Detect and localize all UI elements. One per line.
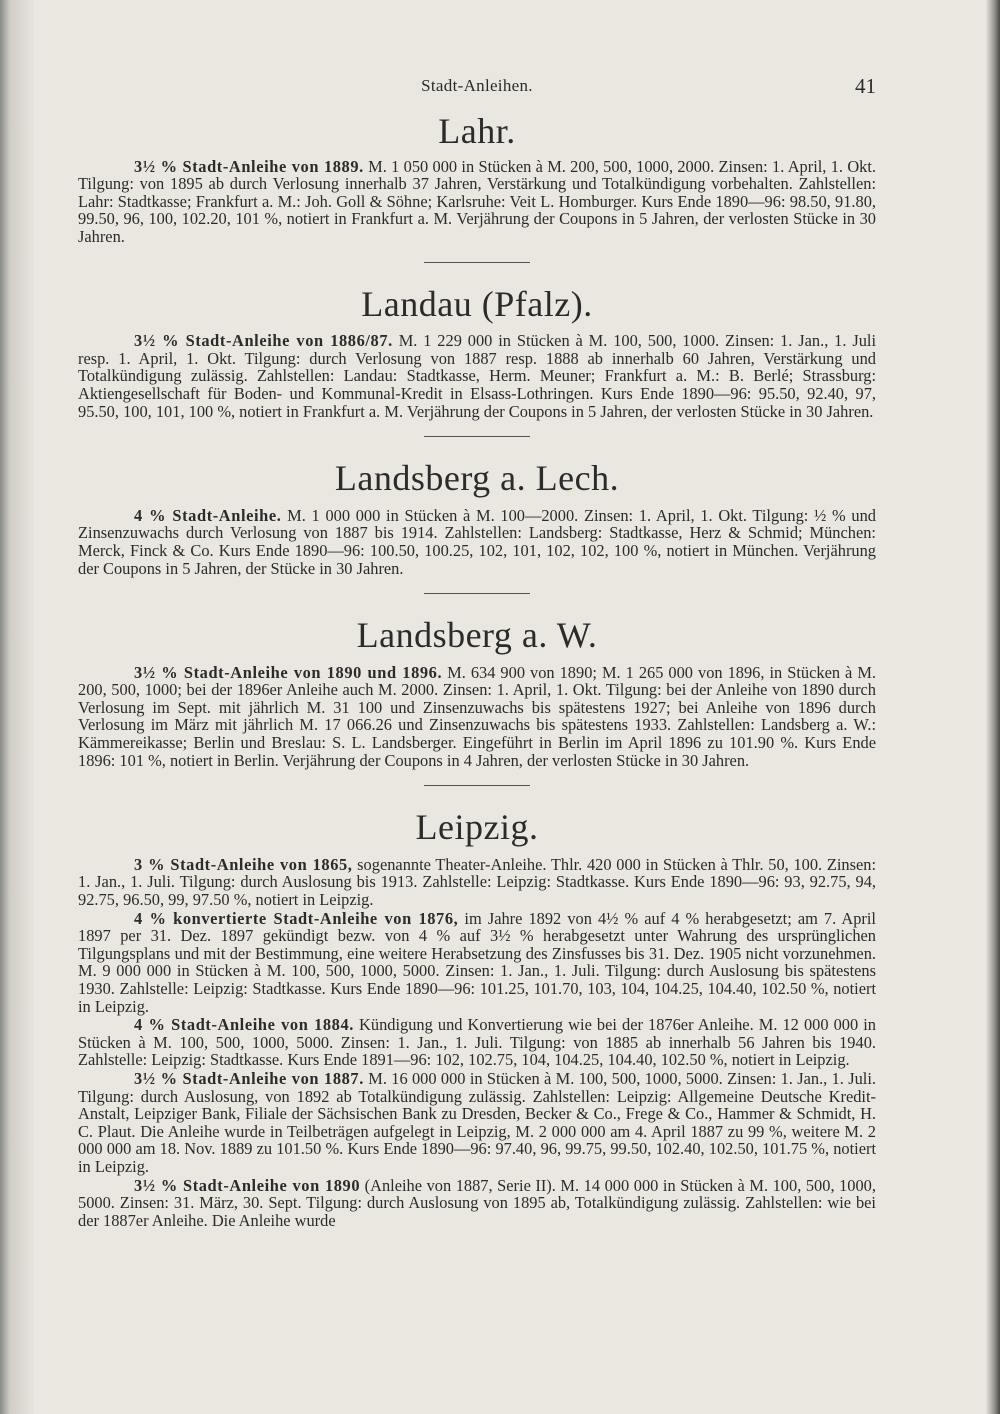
city-heading: Landsberg a. W. <box>356 615 598 656</box>
loan-title: 4 % Stadt-Anleihe von 1884. <box>134 1015 354 1035</box>
city-heading: Lahr. <box>438 111 516 151</box>
loan-entry <box>78 664 876 770</box>
loan-entry <box>78 856 876 909</box>
loan-title: 4 % konvertierte Stadt-Anleihe von 1876, <box>134 908 459 928</box>
loan-text: M. 16 000 000 in Stücken à M. 100, 500, 1000, 5000. Zinsen: 1. Jan., 1. Juli. Tilgung: durch Auslosung, von 1892 ab Totalkündigung zulässig. Zahlstellen: Leipzig: Allgemeine Deutsche Kredit-Anstalt, Leipziger Bank, Filiale der Sächsischen Bank zu Dresden, Becker & Co., Frege & Co., Hammer & Schmidt, H. C. Plaut. Die Anleihe wurde in Teilbeträgen aufgelegt in Leipzig, M. 2 000 000 am 4. April 1887 zu 99 %, weitere M. 2 000 000 am 18. Nov. 1889 zu 101.50 %. Kurs Ende 1890—96: 97.40, 96, 99.75, 99.50, 102.40, 102.50, 101.75 %, notiert in Leipzig. <box>78 1068 876 1176</box>
running-head <box>78 72 876 106</box>
page-number: 41 <box>855 74 876 98</box>
section-leipzig <box>78 808 876 1229</box>
loan-title: 3½ % Stadt-Anleihe von 1890 und 1896. <box>134 662 443 682</box>
section-divider <box>424 593 530 594</box>
loan-title: 3½ % Stadt-Anleihe von 1886/87. <box>134 331 393 351</box>
loan-title: 3 % Stadt-Anleihe von 1865, <box>134 854 353 874</box>
running-title: Stadt-Anleihen. <box>421 76 533 95</box>
section-divider <box>424 785 530 786</box>
city-heading: Landau (Pfalz). <box>361 283 593 324</box>
loan-title: 3½ % Stadt-Anleihe von 1890 <box>134 1175 361 1195</box>
section-divider <box>424 262 530 263</box>
loan-text: M. 1 000 000 in Stücken à M. 100—2000. Zinsen: 1. April, 1. Okt. Tilgung: ½ % und Zinsenzuwachs durch Verlosung von 1887 bis 1914. Zahlstellen: Landsberg: Stadtkasse, Herz & Schmid; München: Merck, Finck & Co. Kurs Ende 1890—96: 100.50, 100.25, 102, 101, 102, 102, 100 %, notiert in München. Verjährung der Coupons in 5 Jahren, der Stücke in 30 Jahren. <box>78 505 876 578</box>
loan-entry <box>78 507 876 577</box>
page <box>78 72 876 1230</box>
loan-entry <box>78 1177 876 1230</box>
loan-entry <box>78 1016 876 1069</box>
section-landau <box>78 285 876 438</box>
loan-text: M. 1 229 000 in Stücken à M. 100, 500, 1000. Zinsen: 1. Jan., 1. Juli resp. 1. April, 1. Okt. Tilgung: durch Verlosung von 1887 resp. 1888 ab innerhalb 60 Jahren, Verstärkung und Totalkündigung zulässig. Zahlstellen: Landau: Stadtkasse, Herm. Meuner; Frankfurt a. M.: B. Berlé; Strassburg: Aktiengesellschaft für Boden- und Kommunal-Kredit in Elsass-Lothringen. Kurs Ende 1890—96: 95.50, 92.40, 97, 95.50, 100, 101, 100 %, notiert in Frankfurt a. M. Verjährung der Coupons in 5 Jahren, der verlosten Stücke in 30 Jahren. <box>78 331 877 421</box>
loan-title: 4 % Stadt-Anleihe. <box>134 505 282 525</box>
loan-title: 3½ % Stadt-Anleihe von 1887. <box>134 1068 364 1088</box>
section-divider <box>424 436 530 437</box>
city-heading: Landsberg a. Lech. <box>334 458 620 499</box>
loan-entry <box>78 332 876 420</box>
loan-text: (Anleihe von 1887, Serie II). M. 14 000 000 in Stücken à M. 100, 500, 1000, 5000. Zinsen: 31. März, 30. Sept. Tilgung: durch Auslosung von 1895 ab, Totalkündigung zulässig. Zahlstellen: wie bei der 1887er Anleihe. Die Anleihe wurde <box>78 1175 876 1230</box>
loan-text: sogenannte Theater-Anleihe. Thlr. 420 000 in Stücken à Thlr. 50, 100. Zinsen: 1. Jan., 1. Juli. Tilgung: durch Auslosung bis 1913. Zahlstelle: Leipzig: Stadtkasse. Kurs Ende 1890—96: 93, 92.75, 94, 92.75, 96.50, 99, 97.50 %, notiert in Leipzig. <box>78 854 876 910</box>
loan-text: M. 634 900 von 1890; M. 1 265 000 von 1896, in Stücken à M. 200, 500, 1000; bei der 1896er Anleihe auch M. 2000. Zinsen: 1. April, 1. Okt. Tilgung: bei der Anleihe von 1890 durch Verlosung im Sept. mit jährlich M. 31 100 und Zinsenzuwachs bis spätestens 1927; bei Anleihe von 1896 durch Verlosung im März mit jährlich M. 17 066.26 und Zinsenzuwachs bis spätestens 1933. Zahlstellen: Landsberg a. W.: Kämmereikasse; Berlin und Breslau: S. L. Landsberger. Eingeführt in Berlin im April 1896 zu 101.90 %. Kurs Ende 1896: 101 %, notiert in Berlin. Verjährung der Coupons in 4 Jahren, der verlosten Stücke in 30 Jahren. <box>78 662 876 770</box>
loan-entry <box>78 1070 876 1176</box>
loan-text: Kündigung und Konvertierung wie bei der 1876er Anleihe. M. 12 000 000 in Stücken à M. 100, 500, 1000, 5000. Zinsen: 1. Jan., 1. Juli. Tilgung: von 1885 ab innerhalb 56 Jahren bis 1940. Zahlstelle: Leipzig: Stadtkasse. Kurs Ende 1891—96: 102, 102.75, 104, 104.25, 104.40, 102.50 %, notiert in Leipzig. <box>78 1015 877 1070</box>
loan-entry <box>78 910 876 1016</box>
section-landsberg-lech <box>78 459 876 594</box>
loan-text: im Jahre 1892 von 4½ % auf 4 % herabgesetzt; am 7. April 1897 per 31. Dez. 1897 gekündigt bezw. von 4 % auf 3½ % herabgesetzt unter Wahrung des ursprünglichen Tilgungsplans und mit der Bestimmung, eine weitere Herabsetzung des Zinsfusses bis 31. Dez. 1905 nicht vorzunehmen. M. 9 000 000 in Stücken à M. 100, 500, 1000, 5000. Zinsen: 1. Jan., 1. Juli. Tilgung: durch Auslosung bis spätestens 1930. Zahlstelle: Leipzig: Stadtkasse. Kurs Ende 1890—96: 101.25, 101.70, 103, 104, 104.25, 104.40, 102.50 %, notiert in Leipzig. <box>78 908 876 1016</box>
loan-entry <box>78 158 876 246</box>
section-landsberg-w <box>78 616 876 786</box>
scan-edge-left <box>0 0 34 1414</box>
scan-edge-right <box>986 0 1000 1414</box>
loan-text: M. 1 050 000 in Stücken à M. 200, 500, 1000, 2000. Zinsen: 1. April, 1. Okt. Tilgung: von 1895 ab durch Verlosung innerhalb 37 Jahren, Verstärkung und Totalkündigung vorbehalten. Zahlstellen: Lahr: Stadtkasse; Frankfurt a. M.: Joh. Goll & Söhne; Karlsruhe: Veit L. Homburger. Kurs Ende 1890—96: 98.50, 91.80, 99.50, 96, 100, 102.20, 101 %, notiert in Frankfurt a. M. Verjährung der Coupons in 5 Jahren, der verlosten Stücke in 30 Jahren. <box>78 156 876 246</box>
city-heading: Leipzig. <box>415 807 539 848</box>
section-lahr <box>78 112 876 263</box>
loan-title: 3½ % Stadt-Anleihe von 1889. <box>134 156 364 176</box>
